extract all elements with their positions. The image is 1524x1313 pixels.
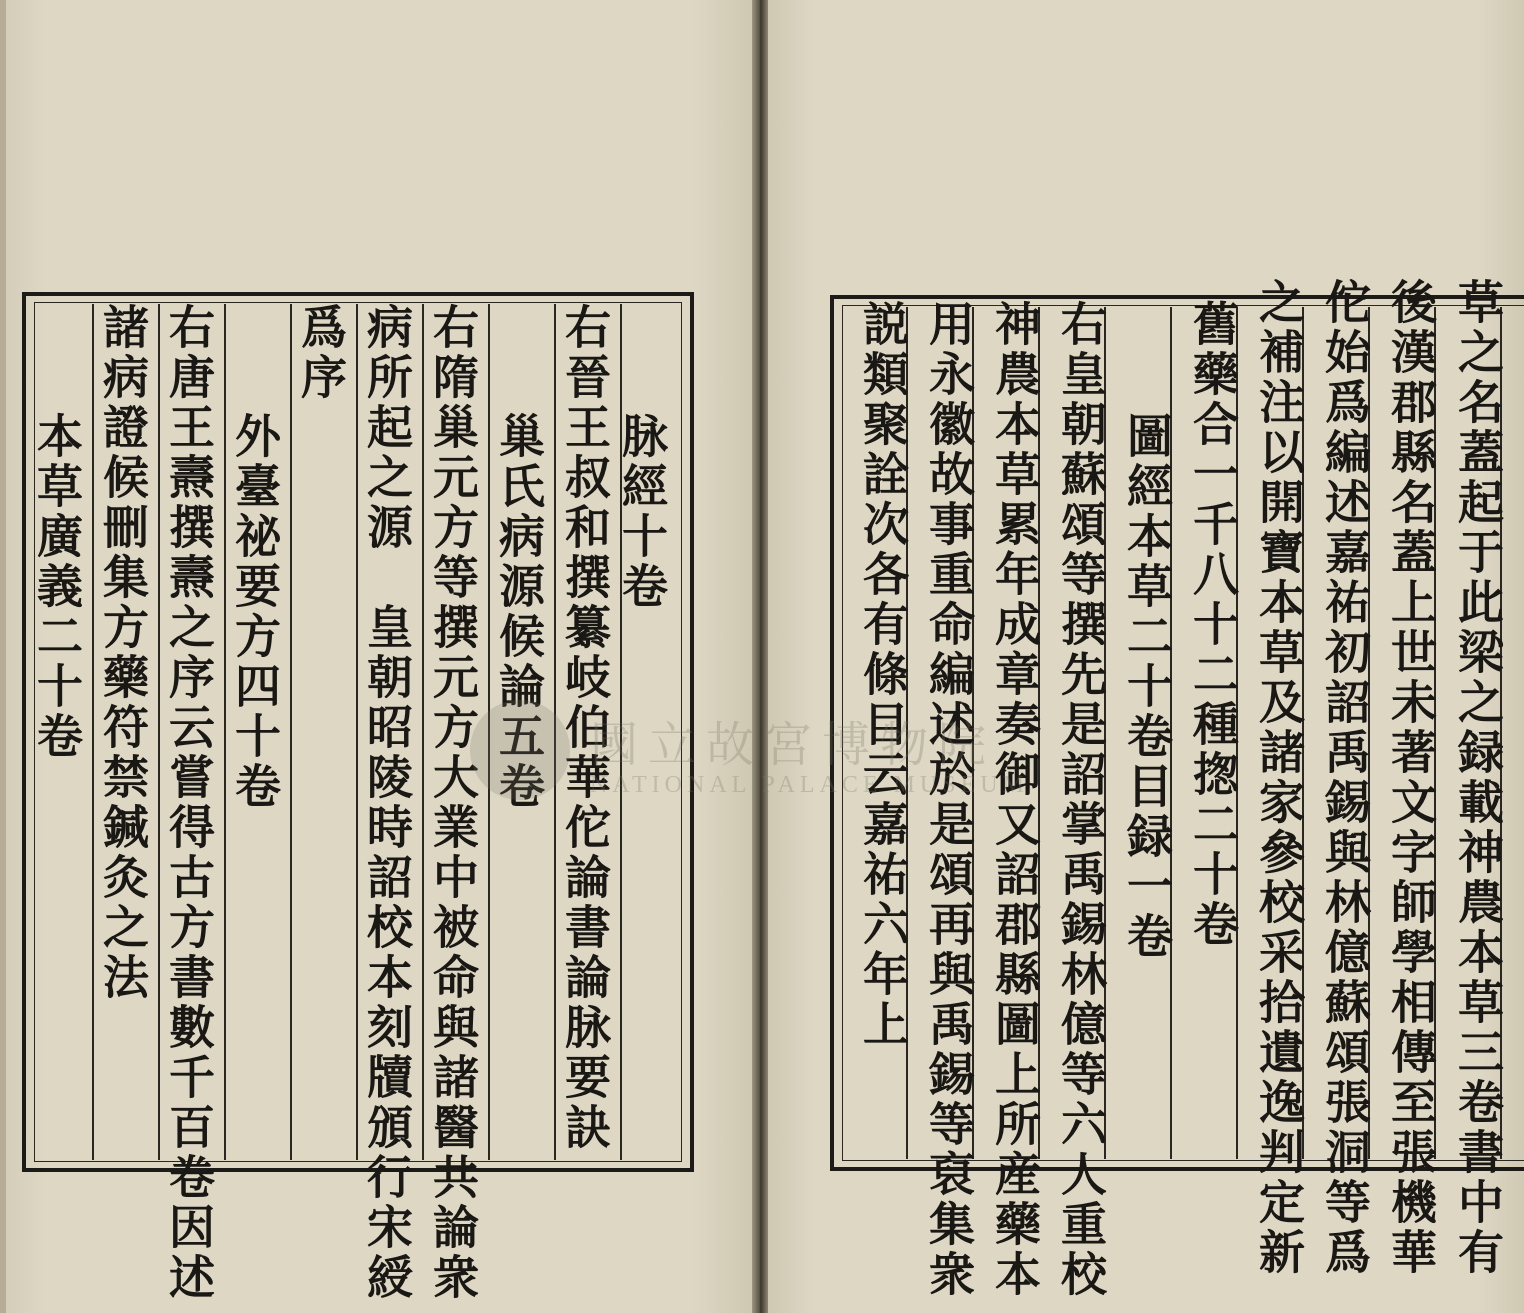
text-column: 外臺祕要方四十卷	[228, 412, 282, 812]
text-column: 諸病證候刪集方藥符禁鍼灸之法	[96, 303, 150, 1003]
column-rule	[92, 304, 94, 1160]
text-column: 説類聚詮次各有條目云嘉祐六年上	[856, 300, 910, 1050]
watermark-subtitle: NATIONAL PALACE MUSEUM	[590, 772, 1029, 798]
text-column: 草之名蓋起于此梁之録載神農本草三卷書中有	[1451, 278, 1505, 1278]
column-rule	[554, 304, 556, 1160]
text-column: 巢氏病源候論五卷	[492, 412, 546, 812]
text-column: 之補注以開寶本草及諸家參校采拾遺逸判定新	[1252, 278, 1306, 1278]
right-page	[768, 0, 1524, 1313]
left-page-edge	[0, 0, 6, 1313]
text-column: 爲序	[294, 303, 348, 403]
text-column: 佗始爲編述嘉祐初詔禹錫與林億蘇頌張洞等爲	[1318, 278, 1372, 1278]
text-column: 後漢郡縣名蓋上世未著文字師學相傳至張機華	[1384, 278, 1438, 1278]
text-column: 右皇朝蘇頌等撰先是詔掌禹錫林億等六人重校	[1054, 300, 1108, 1300]
column-rule	[158, 304, 160, 1160]
column-rule	[224, 304, 226, 1160]
column-rule	[488, 304, 490, 1160]
text-column: 右晉王叔和撰纂岐伯華佗論書論脉要訣	[558, 303, 612, 1153]
column-rule	[290, 304, 292, 1160]
text-column: 舊藥合一千八十二種揔二十卷	[1186, 300, 1240, 950]
left-page	[0, 0, 752, 1313]
text-column: 用永徽故事重命編述於是頌再與禹錫等裒集衆	[922, 300, 976, 1300]
text-column: 脉經十卷	[615, 412, 669, 612]
book-spine-gutter	[752, 0, 768, 1313]
text-column: 右隋巢元方等撰元方大業中被命與諸醫共論衆	[426, 303, 480, 1303]
text-column: 病所起之源 皇朝昭陵時詔校本刻牘頒行宋綬	[360, 303, 414, 1303]
text-column: 神農本草累年成章奏御又詔郡縣圖上所産藥本	[988, 300, 1042, 1300]
column-rule	[356, 304, 358, 1160]
watermark-title: 國立故宮博物院	[590, 717, 997, 773]
text-column: 圖經本草二十卷目録一卷	[1120, 412, 1174, 962]
text-column: 本草廣義二十卷	[30, 412, 84, 762]
column-rule	[422, 304, 424, 1160]
text-column: 右唐王燾撰燾之序云嘗得古方書數千百卷因述	[162, 303, 216, 1303]
